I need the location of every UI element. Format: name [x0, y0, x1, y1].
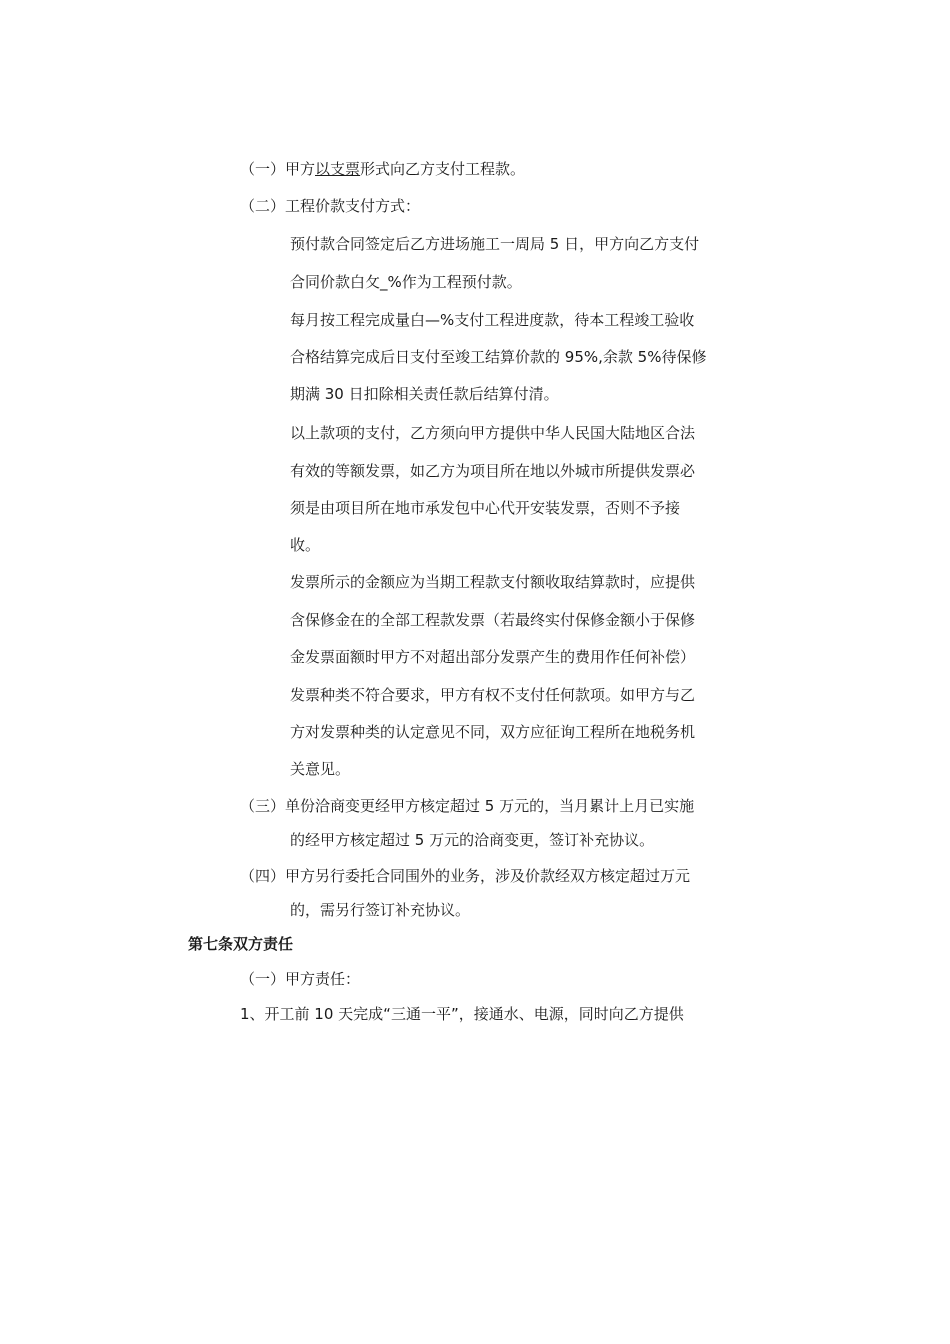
advance-payment-line-1: 预付款合同签定后乙方进场施工一周局 5 日，甲方向乙方支付 [290, 235, 700, 253]
invoice-requirement-line-1: 以上款项的支付，乙方须向甲方提供中华人民国大陆地区合法 [290, 424, 696, 442]
party-a-responsibility-title: （一）甲方责任： [240, 970, 361, 988]
invoice-amount-line-6: 关意见。 [290, 760, 351, 778]
invoice-amount-line-2: 含保修金在的全部工程款发票（若最终实付保修金额小于保修 [290, 611, 696, 629]
article-7-heading: 第七条双方责任 [188, 935, 294, 953]
monthly-payment-line-1: 每月按工程完成量白—%支付工程进度款，待本工程竣工验收 [290, 311, 695, 329]
clause-1 [240, 159, 525, 179]
clause-4-line-1: （四）甲方另行委托合同围外的业务，涉及价款经双方核定超过万元 [240, 867, 691, 885]
clause-1-prefix: （一）甲方 [240, 160, 316, 178]
invoice-requirement-line-4: 收。 [290, 536, 321, 554]
invoice-amount-line-5: 方对发票种类的认定意见不同，双方应征询工程所在地税务机 [290, 723, 696, 741]
invoice-amount-line-4: 发票种类不符合要求，甲方有权不支付任何款项。如甲方与乙 [290, 686, 696, 704]
party-a-responsibility-point-1: 1、开工前 10 天完成“三通一平”，接通水、电源，同时向乙方提供 [240, 1005, 684, 1023]
invoice-amount-line-1: 发票所示的金额应为当期工程款支付额收取结算款时，应提供 [290, 573, 696, 591]
invoice-requirement-line-3: 须是由项目所在地市承发包中心代开安装发票，否则不予接 [290, 499, 681, 517]
clause-2-title: （二）工程价款支付方式： [240, 197, 421, 215]
clause-1-suffix: 形式向乙方支付工程款。 [360, 160, 526, 178]
advance-payment-line-2: 合同价款白攵_%作为工程预付款。 [290, 273, 522, 291]
clause-4-line-2: 的，需另行签订补充协议。 [290, 901, 471, 919]
monthly-payment-line-3: 期满 30 日扣除相关责任款后结算付清。 [290, 385, 559, 403]
invoice-requirement-line-2: 有效的等额发票，如乙方为项目所在地以外城市所提供发票必 [290, 462, 696, 480]
monthly-payment-line-2: 合格结算完成后日支付至竣工结算价款的 95%,余款 5%待保修 [290, 348, 707, 366]
invoice-amount-line-3: 金发票面额时甲方不对超出部分发票产生的费用作任何补偿） [290, 648, 696, 666]
clause-1-underlined-term: 以支票 [315, 160, 361, 178]
clause-3-line-1: （三）单份洽商变更经甲方核定超过 5 万元的，当月累计上月已实施 [240, 797, 695, 815]
clause-3-line-2: 的经甲方核定超过 5 万元的洽商变更，签订补充协议。 [290, 831, 655, 849]
